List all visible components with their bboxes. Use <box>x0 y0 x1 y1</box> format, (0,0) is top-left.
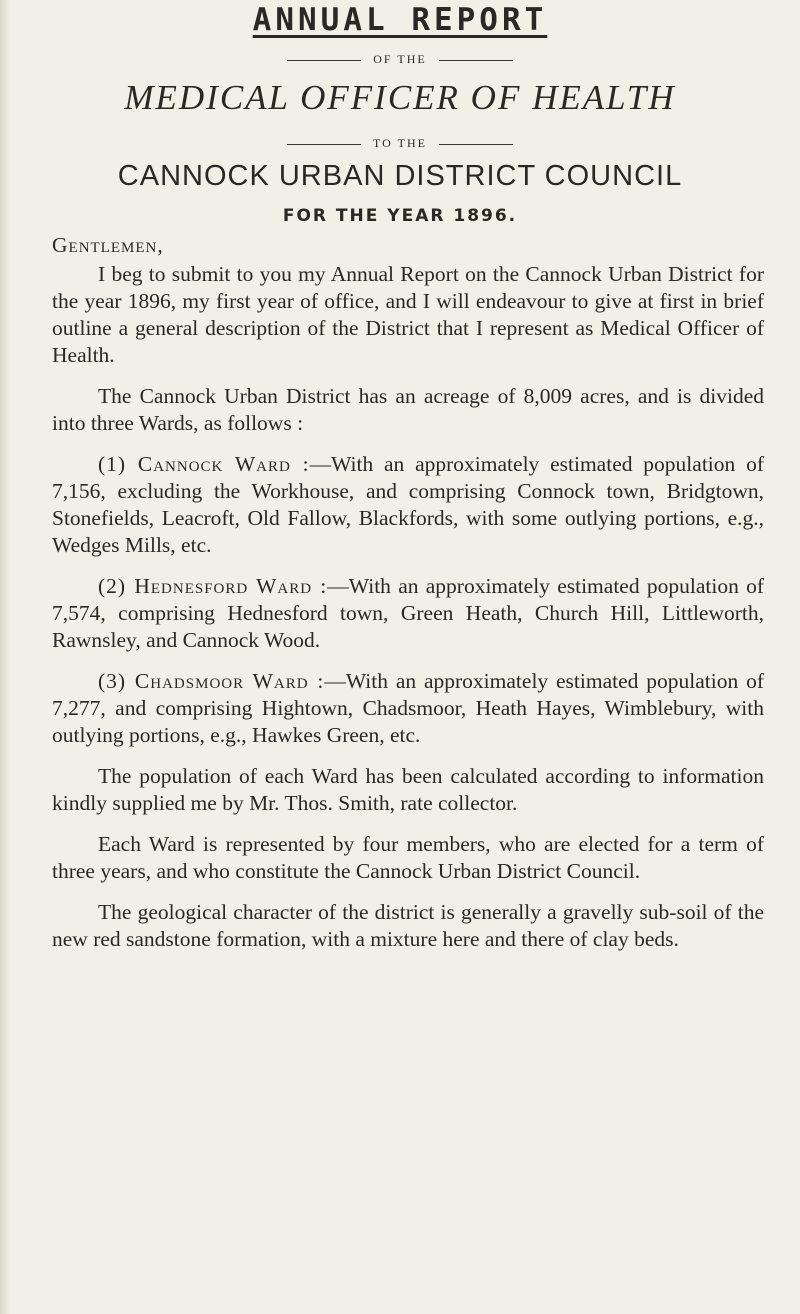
ward-1-name: (1) Cannock Ward : <box>98 452 310 476</box>
ward-2-name: (2) Hednesford Ward : <box>98 574 328 598</box>
salutation: Gentlemen, <box>52 233 164 257</box>
of-the-text: OF THE <box>373 52 427 66</box>
officer-title: MEDICAL OFFICER OF HEALTH <box>124 78 676 117</box>
intro-paragraph: I beg to submit to you my Annual Report on the Cannock Urban District for the year 1896, my first year of office, and I will endeavour to give at first in brief outline a general description of the District that I represent as Medical Officer of Health. <box>52 262 764 367</box>
members-paragraph: Each Ward is represented by four members, who are elected for a term of three years, and who constitute the Cannock Urban District Council. <box>52 832 764 883</box>
ward-3-text: —With an approximately estimated population of 7,277, and comprising Hightown, Chadsmoor, Heath Hayes, Wimblebury, with outlying portions, e.g., Hawkes Green, etc. <box>52 669 764 747</box>
ward-2-paragraph <box>52 573 764 654</box>
of-the-line <box>0 52 800 67</box>
ward-3-paragraph <box>52 668 764 749</box>
ward-1-text: —With an approximately estimated population of 7,156, excluding the Workhouse, and comprising Connock town, Bridgtown, Stonefields, Leacroft, Old Fallow, Blackfords, with some outlying portions, e.g., Wedges Mills, etc. <box>52 452 764 557</box>
geology-paragraph: The geological character of the district is generally a gravelly sub-soil of the new red sandstone formation, with a mixture here and there of clay beds. <box>52 900 764 951</box>
divider <box>287 144 361 145</box>
council-name: CANNOCK URBAN DISTRICT COUNCIL <box>117 160 683 192</box>
population-paragraph: The population of each Ward has been calculated according to information kindly supplied me by Mr. Thos. Smith, rate collector. <box>52 764 764 815</box>
ward-2-text: —With an approximately estimated population of 7,574, comprising Hednesford town, Green Heath, Church Hill, Littleworth, Rawnsley, and Cannock Wood. <box>52 574 764 652</box>
divider <box>439 144 513 145</box>
acreage-paragraph: The Cannock Urban District has an acreage of 8,009 acres, and is divided into three Wards, as follows : <box>52 384 764 435</box>
ward-1-paragraph <box>52 451 764 559</box>
divider <box>439 60 513 61</box>
report-title: ANNUAL REPORT <box>252 2 548 38</box>
to-the-text: TO THE <box>373 136 427 150</box>
report-body <box>52 232 764 953</box>
ward-3-name: (3) Chadsmoor Ward : <box>98 669 325 693</box>
page-edge-shadow <box>0 0 10 1314</box>
to-the-line <box>0 136 800 151</box>
year-line: FOR THE YEAR 1896. <box>282 206 518 226</box>
divider <box>287 60 361 61</box>
